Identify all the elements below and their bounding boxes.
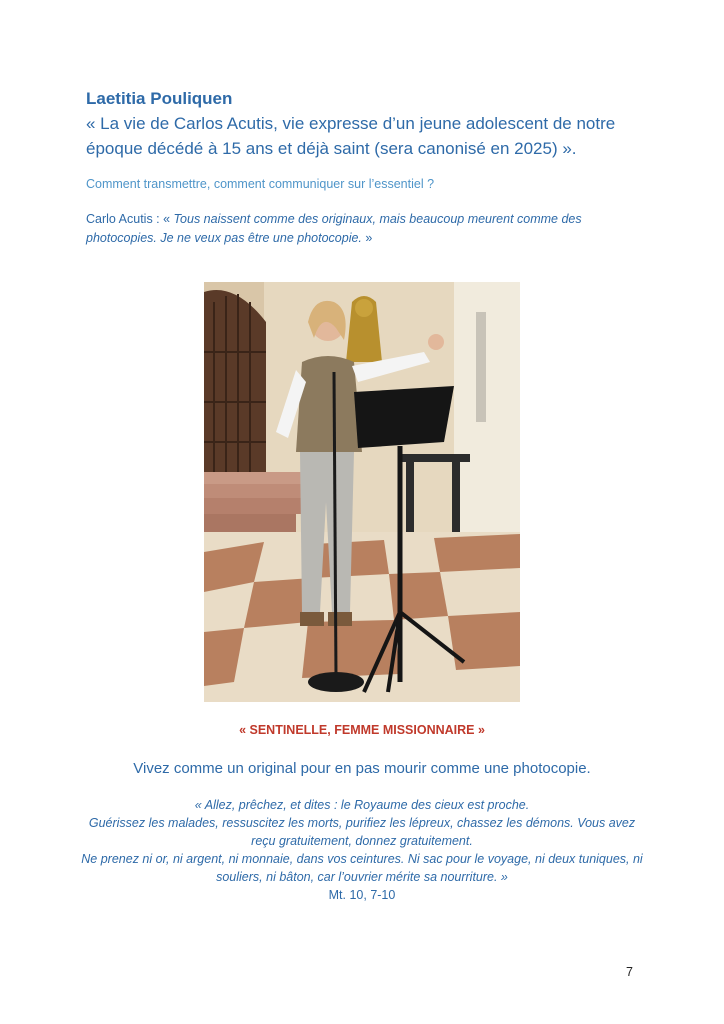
quote-close: » [361,231,373,245]
photo-caption: « SENTINELLE, FEMME MISSIONNAIRE » [239,723,485,737]
acutis-quote [86,210,646,248]
motto: Vivez comme un original pour en pas mourir comme une photocopie. [133,760,591,777]
quote-text: Tous naissent comme des originaux, mais beaucoup meurent comme des photocopies. Je ne veux pas être une photocopie. [86,212,582,245]
scripture-reference: Mt. 10, 7-10 [328,888,396,902]
photo-illustration [204,282,520,702]
quote-speaker: Carlo Acutis : « [86,212,174,226]
talk-title: « La vie de Carlos Acutis, vie expresse d’un jeune adolescent de notre époque décédé à 15 ans et déjà saint (sera canonisé en 2025) ». [86,114,616,158]
page-number: 7 [626,965,633,979]
author-name: Laetitia Pouliquen [86,89,233,108]
intro-question: Comment transmettre, comment communiquer sur l’essentiel ? [86,177,435,191]
scripture-line-1: « Allez, prêchez, et dites : le Royaume des cieux est proche. [194,798,530,812]
scripture-line-2: Guérissez les malades, ressuscitez les morts, purifiez les lépreux, chassez les démons. Vous avez reçu gratuitement, donnez gratuitement. [88,816,636,848]
speaker-photo [204,282,520,702]
scripture-line-3: Ne prenez ni or, ni argent, ni monnaie, dans vos ceintures. Ni sac pour le voyage, ni deux tuniques, ni souliers, ni bâton, car l’ouvrier mérite sa nourriture. » [81,852,643,884]
scripture-quote [80,796,644,904]
